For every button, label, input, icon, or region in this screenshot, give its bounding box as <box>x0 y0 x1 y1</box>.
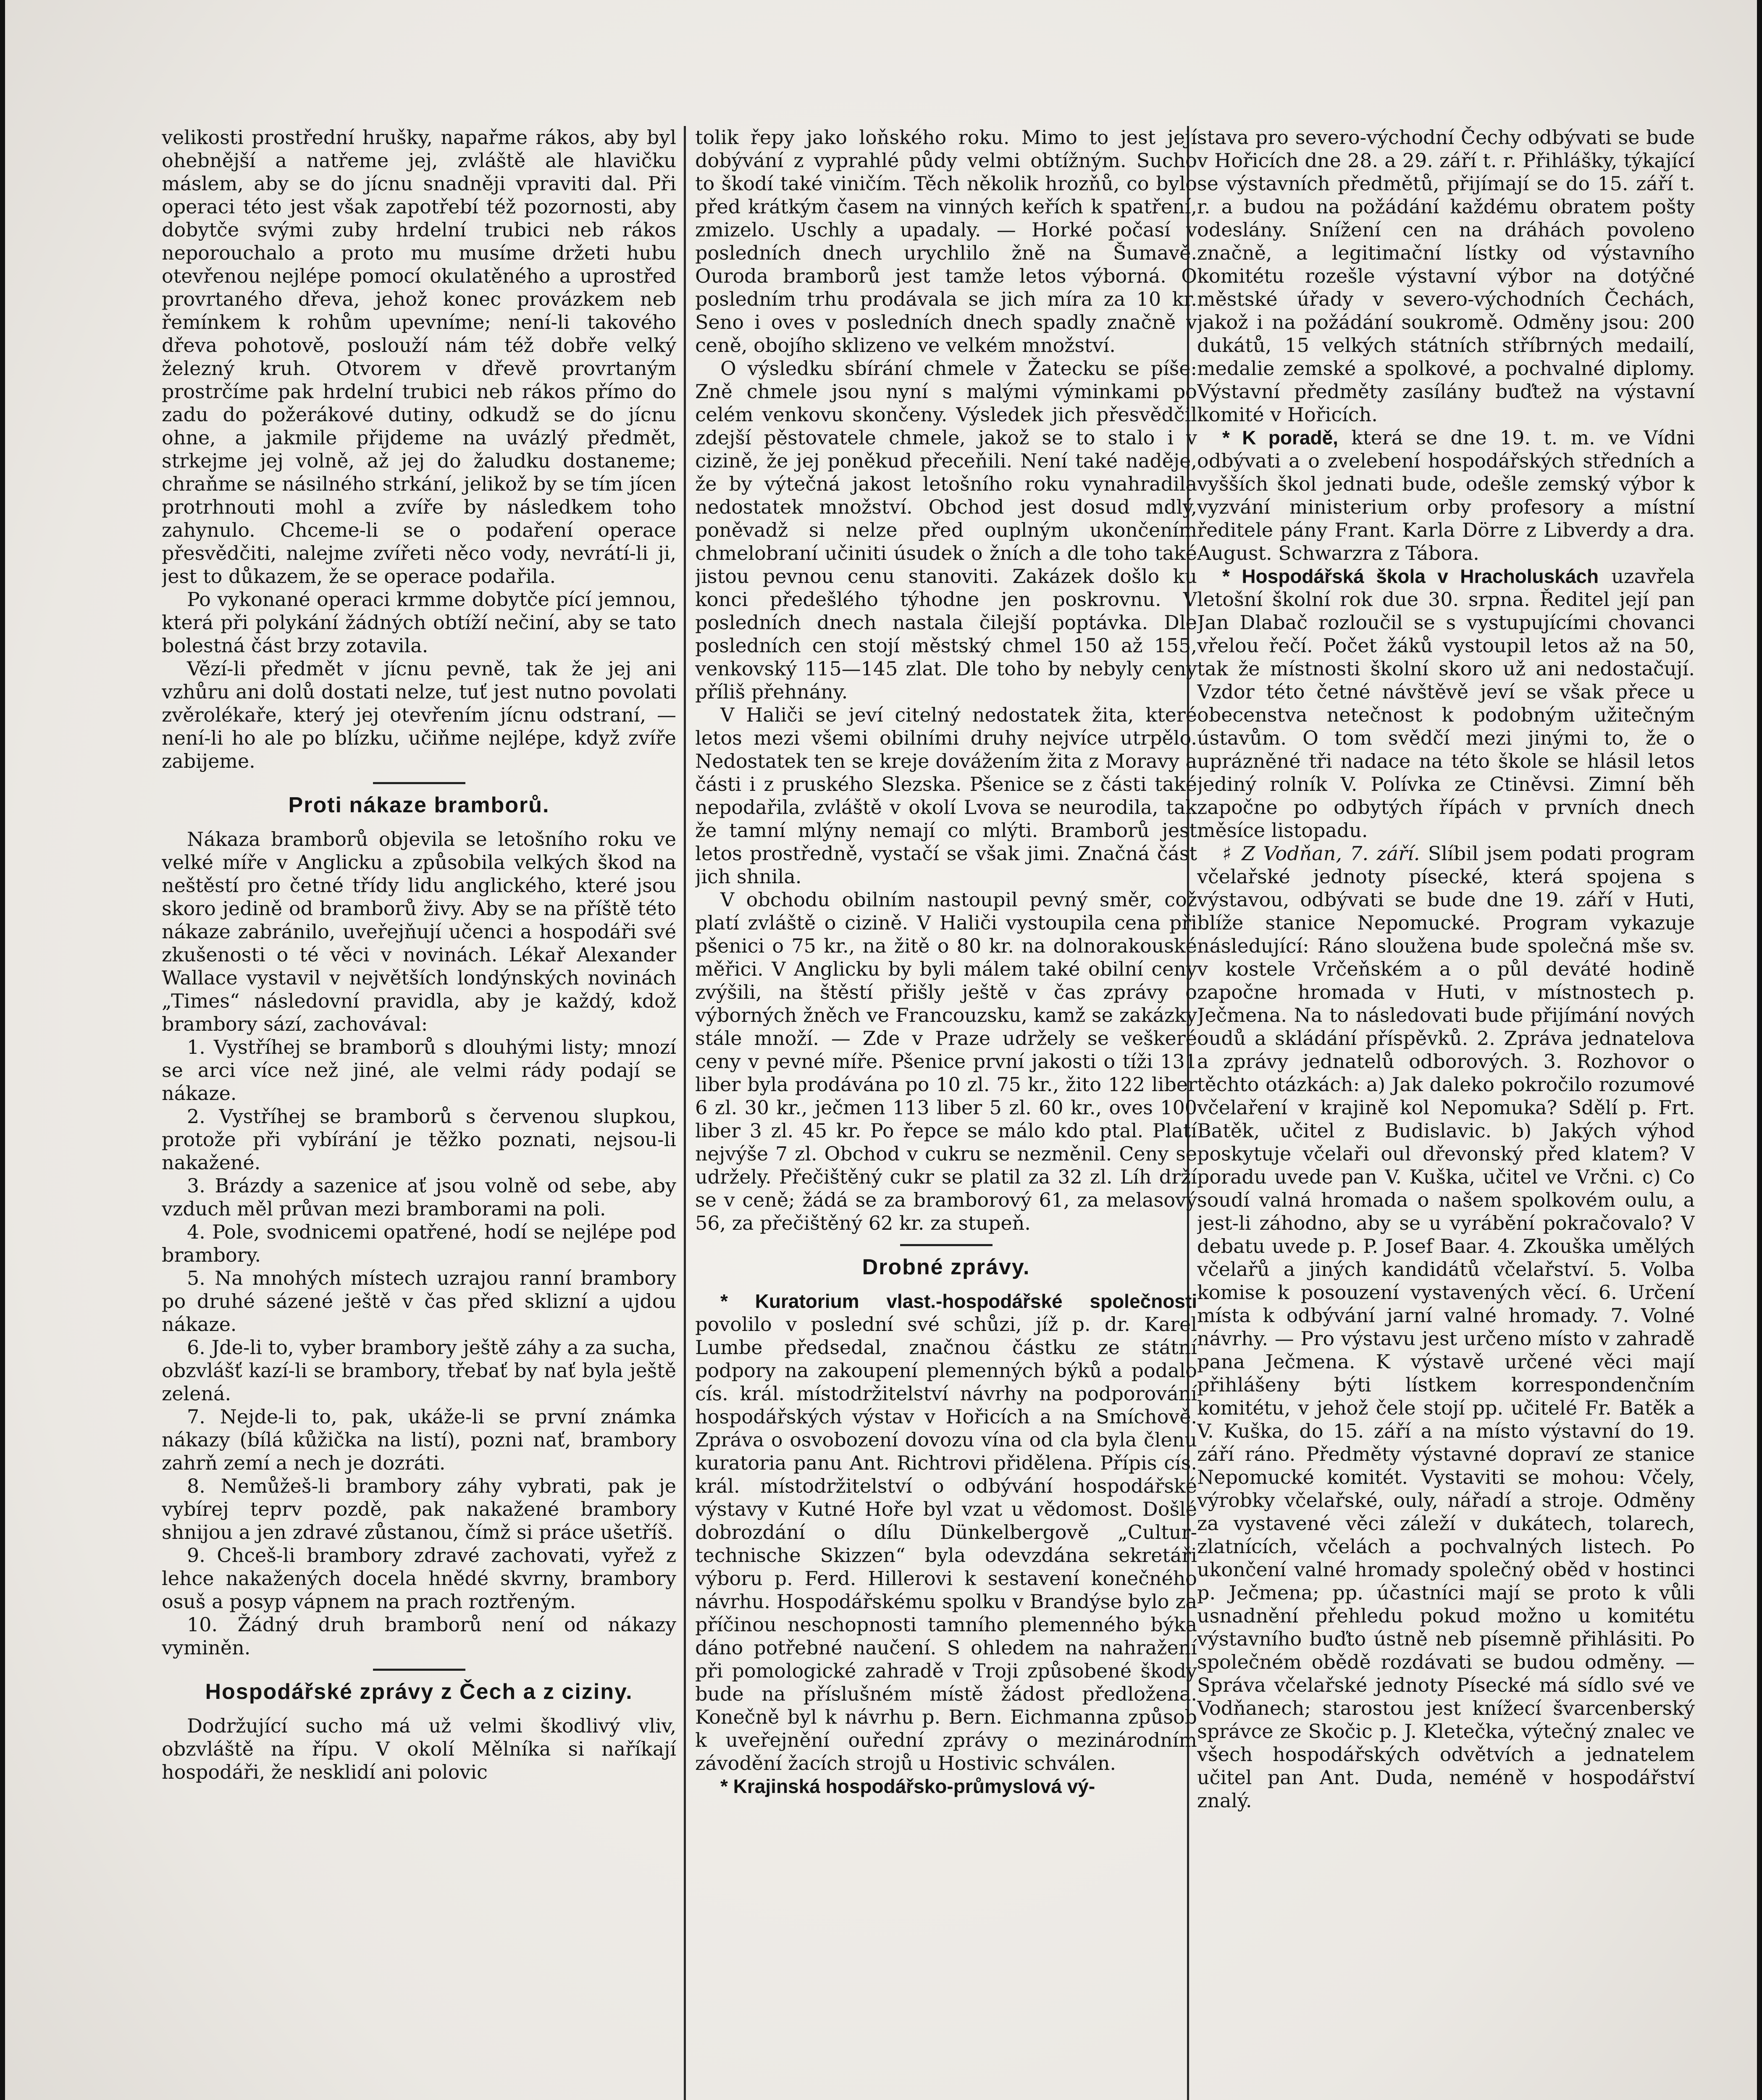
rule-item: 1. Vystříhej se bramborů s dlouhými listy; mnozí se arci více než jiné, ale velmi rády podají se nákaze. <box>162 1036 676 1105</box>
column-rule-1 <box>684 126 686 2100</box>
heading-hospodarske-zpravy: Hospodářské zprávy z Čech a z ciziny. <box>205 1680 633 1704</box>
news-item <box>695 1290 1197 1775</box>
news-item <box>1197 565 1695 842</box>
column-3 <box>1197 126 1695 2100</box>
news-item-lead: * Kuratorium vlast.-hospodářské společnosti <box>720 1290 1197 1312</box>
rule-item: 6. Jde-li to, vyber brambory ještě záhy a za sucha, obzvlášť kazí-li se brambory, třebať by nať byla ještě zelená. <box>162 1336 676 1405</box>
article-paragraph: Nákaza bramborů objevila se letošního roku ve velké míře v Anglicku a způsobila velkých škod na neštěstí pro četné třídy lidu anglického, které jsou skoro jedině od bramborů živy. Aby se na příště této nákaze zabránilo, uveřejňují učenci a hospodáři své zkušenosti o té věci v novinách. Lékař Alexander Wallace vystavil v největších londýnských novinách „Times“ následovní pravidla, aby je každý, kdož brambory sází, zachovával: <box>162 828 676 1035</box>
article-paragraph: V obchodu obilním nastoupil pevný směr, což platí zvláště o cizině. V Haliči vystoupila cena při pšenici o 75 kr., na žitě o 80 kr. na dolnorakouské měřici. V Anglicku by byli málem také obilní ceny zvýšili, na štěstí přišly ještě v čas zprávy o výborných žněch ve Francouzsku, kamž se zakázky stále množí. — Zde v Praze udržely se veškeré ceny v pevné míře. Pšenice první jakosti o tíži 131 liber byla prodávána po 10 zl. 75 kr., žito 122 liber 6 zl. 30 kr., ječmen 113 liber 5 zl. 60 kr., oves 100 liber 3 zl. 45 kr. Po řepce se málo kdo ptal. Platí nejvýše 7 zl. Obchod v cukru se nezměnil. Ceny se udržely. Přečištěný cukr se platil za 32 zl. Líh drží se v ceně; žádá se za bramborový 61, za melasový 56, za přečištěný 62 kr. za stupeň. <box>695 888 1197 1234</box>
column-2 <box>695 126 1197 2100</box>
column-1 <box>162 126 676 2100</box>
heading-proti-nakaze: Proti nákaze bramborů. <box>288 793 550 817</box>
rule-item: 2. Vystříhej se bramborů s červenou slupkou, protože při vybírání je těžko poznati, nejsou-li nakažené. <box>162 1105 676 1174</box>
news-item <box>1197 842 1695 1812</box>
right-scan-border <box>1757 0 1762 2100</box>
rule-item: 4. Pole, svodnicemi opatřené, hodí se nejlépe pod brambory. <box>162 1221 676 1266</box>
section-divider <box>900 1244 993 1246</box>
rule-item: 7. Nejde-li to, pak, ukáže-li se první známka nákazy (bílá kůžička na listí), pozni nať, brambory zahrň zemí a nech je dozráti. <box>162 1405 676 1474</box>
news-item-body: povolilo v poslední své schůzi, jíž p. dr. Karel Lumbe předsedal, značnou částku ze státní podpory na zakoupení plemenných býků a podalo cís. král. místodržitelství návrhy na podporování hospodářských výstav v Hořicích a na Smíchově. Zpráva o osvobození dovozu vína od cla byla členu kuratoria panu Ant. Richtrovi přidělena. Přípis cís. král. místodržitelství o odbývání hospodářské výstavy v Kutné Hoře byl vzat u vědomost. Došlé dobrozdání o dílu Dünkelbergově „Cultur-technische Skizzen“ byla odevzdána sekretáři výboru p. Ferd. Hillerovi k sestavení konečného návrhu. Hospodářskému spolku v Brandýse bylo za příčinou neschopnosti tamního plemenného býka dáno potřebné naučení. S ohledem na nahražení při pomologické zahradě v Troji způsobené škody bude na příslušném místě žádost předložena. Konečně byl k návrhu p. Bern. Eichmanna způsob k uveřejnění ouřední zprávy o mezinárodním závodění žacích strojů u Hostivic schválen. <box>695 1313 1197 1774</box>
heading-drobne-zpravy: Drobné zprávy. <box>862 1255 1030 1279</box>
news-item-lead: ♯ Z Vodňan, 7. září. <box>1222 842 1420 865</box>
news-item-lead: * Hospodářská škola v Hracholuskách <box>1222 565 1599 587</box>
rule-item: 8. Nemůžeš-li brambory záhy vybrati, pak je vybírej teprv pozdě, pak nakažené brambory shnijou a jen zdravé zůstanou, čímž si práce ušetříš. <box>162 1475 676 1544</box>
news-item-lead: * Krajinská hospodářsko-průmyslová vý- <box>720 1775 1095 1797</box>
left-scan-border <box>0 0 5 2100</box>
rule-item: 9. Chceš-li brambory zdravé zachovati, vyřež z lehce nakažených docela hnědé skvrny, brambory osuš a posyp vápnem na prach roztřeným. <box>162 1544 676 1613</box>
rule-item: 3. Brázdy a sazenice ať jsou volně od sebe, aby vzduch měl průvan mezi bramborami na poli. <box>162 1174 676 1220</box>
article-paragraph: V Haliči se jeví citelný nedostatek žita, které letos mezi všemi obilními druhy nejvíce utrpělo. Nedostatek ten se kreje dovážením žita z Moravy a části i z pruského Slezska. Pšenice se z části také nepodařila, zvláště v okolí Lvova se neurodila, tak že tamní mlýny nemají co mlýti. Bramborů jest letos prostředně, vystačí se však jimi. Značná část jich shnila. <box>695 704 1197 888</box>
article-continuation: velikosti prostřední hrušky, napařme rákos, aby byl ohebnější a natřeme jej, zvláště ale hlavičku máslem, aby se do jícnu snadněji vpraviti dal. Při operaci této jest však zapotřebí též pozornosti, aby dobytče svými zuby hrdelní trubici neb rákos neporouchalo a proto mu musíme držeti hubu otevřenou nejlépe pomocí okulatěného a uprostřed provrtaného dřeva, jehož konec provázkem neb řemínkem k rohům upevníme; není-li takového dřeva pohotově, poslouží nám též dobře velký železný kruh. Otvorem v dřevě provrtaným prostrčíme pak hrdelní trubici neb rákos přímo do zadu do požerákové dutiny, odkudž se do jícnu ohne, a jakmile přijdeme na uvázlý předmět, strkejme jej volně, až jej do žaludku dostaneme; chraňme se násilného strkání, jelikož by se tím jícen protrhnouti mohl a zvíře by následkem toho zahynulo. Chceme-li se o podaření operace přesvědčiti, nalejme zvířeti něco vody, nevrátí-li ji, jest to důkazem, že se operace podařila. <box>162 126 676 588</box>
section-divider <box>373 1669 465 1671</box>
article-paragraph: O výsledku sbírání chmele v Žatecku se píše: Zně chmele jsou nyní s malými výminkami po celém venkovu skončeny. Výsledek jich přesvědčil zdejší pěstovatele chmele, jakož se to stalo i v cizině, že jej poněkud přeceňili. Není také naděje, že by výtečná jakost letošního roku vynahradila nedostatek množství. Obchod jest dosud mdlý, poněvadž si nelze před ouplným ukončením chmelobraní učiniti úsudek o žních a dle toho také jistou pevnou cenu stanoviti. Zakázek došlo ku konci předešlého týhodne jen poskrovnu. V posledních dnech nastala čilejší poptávka. Dle posledních cen stojí městský chmel 150 až 155, venkovský 115—145 zlat. Dle toho by nebyly ceny příliš přehnány. <box>695 357 1197 703</box>
article-paragraph: Vězí-li předmět v jícnu pevně, tak že jej ani vzhůru ani dolů dostati nelze, tuť jest nutno povolati zvěrolékaře, který jej otevřením jícnu odstraní, — není-li ho ale po blízku, učiňme nejlépe, když zvíře zabijeme. <box>162 657 676 772</box>
article-paragraph: Po vykonané operaci krmme dobytče pící jemnou, která při polykání žádných obtíží nečiní, aby se tato bolestná část brzy zotavila. <box>162 588 676 657</box>
article-paragraph: Dodržující sucho má už velmi škodlivý vliv, obzvláště na řípu. V okolí Mělníka si naříkají hospodáři, že nesklidí ani polovic <box>162 1714 676 1783</box>
article-continuation: tolik řepy jako loňského roku. Mimo to jest její dobývání z vyprahlé půdy velmi obtížným. Sucho to škodí také viničím. Těch několik hrozňů, co bylo před krátkým časem na vinných keřích k spatření, zmizelo. Uschly a upadaly. — Horké počasí v posledních dnech urychlilo žně na Šumavě. Ouroda bramborů jest tamže letos výborná. O posledním trhu prodávala se jich míra za 10 kr. Seno i oves v posledních dnech spadly značně v ceně, obojího sklizeno ve velkém množství. <box>695 126 1197 357</box>
article-continuation: stava pro severo-východní Čechy odbývati se bude v Hořicích dne 28. a 29. září t. r. Přihlášky, týkající se výstavních předmětů, přijímají se do 15. září t. r. a budou na požádání každému obratem pošty odeslány. Snížení cen na dráhách povoleno značně, a legitimační lístky od výstavního komitétu rozešle výstavní výbor na dotýčné městské úřady v severo-východních Čechách, jakož i na požádání soukromě. Odměny jsou: 200 dukátů, 15 velkých státních stříbrných medailí, medalie zemské a spolkové, a pochvalné diplomy. Výstavní předměty zasílány buďtež na výstavní komité v Hořicích. <box>1197 126 1695 426</box>
news-item-body: uzavřela letošní školní rok due 30. srpna. Ředitel její pan Jan Dlabač rozloučil se s vystupujícími chovanci vřelou řečí. Počet žáků vystoupil letos až na 50, tak že místnosti školní skoro už ani nedostačují. Vzdor této četné návštěvě jeví se však přece u obecenstva netečnost k podobným užitečným ústavům. O tom svědčí mezi jinými to, že o uprázněné tři nadace na této škole se hlásil letos jediný rolník V. Polívka ze Ctiněvsi. Zimní běh započne po odbytých řípách v prvních dnech měsíce listopadu. <box>1197 565 1695 842</box>
rule-item: 10. Žádný druh bramborů není od nákazy vyminěn. <box>162 1613 676 1659</box>
news-item-lead: * K poradě, <box>1222 427 1338 449</box>
news-item <box>695 1775 1197 1798</box>
news-item-body: která se dne 19. t. m. ve Vídni odbývati a o zvelebení hospodářských středních a vyšších škol jednati bude, odešle zemský výbor k vyzvání ministerium orby profesory a místní ředitele pány Frant. Karla Dörre z Libverdy a dra. August. Schwarzra z Tábora. <box>1197 426 1695 564</box>
news-item-body: Slíbil jsem podati program včelařské jednoty písecké, která spojena s výstavou, odbývati se bude dne 19. září v Huti, blíže stanice Nepomucké. Program vykazuje následující: Ráno sloužena bude společná mše sv. v kostele Vrčeňském a o půl deváté hodině započne hromada v Huti, v místnostech p. Ječmena. Na to následovati bude přijímání nových oudů a skládání příspěvků. 2. Zpráva jednatelova a zprávy jednatelů odborových. 3. Rozhovor o těchto otázkách: a) Jak daleko pokročilo rozumové včelaření v krajině kol Nepomuka? Sdělí p. Frt. Batěk, učitel z Budislavic. b) Jakých výhod poskytuje včelaři oul dřevonský před klatem? V poradu uvede pan V. Kuška, učitel ve Vrčni. c) Co soudí valná hromada o našem spolkovém oulu, a jest-li záhodno, aby se u vyrábění pokračovalo? V debatu uvede p. P. Josef Baar. 4. Zkouška umělých včelařů a jiných kandidátů včelařství. 5. Volba komise k posouzení vystavených věcí. 6. Určení místa k odbývání jarní valné hromady. 7. Volné návrhy. — Pro výstavu jest určeno místo v zahradě pana Ječmena. K výstavě určené věci mají přihlášeny býti lístkem korrespondenčním komitétu, v jehož čele stojí pp. učitelé Fr. Batěk a V. Kuška, do 15. září a na místo výstavní do 19. září ráno. Předměty výstavné dopraví ze stanice Nepomucké komitét. Vystaviti se mohou: Včely, výrobky včelařské, ouly, nářadí a stroje. Odměny za vystavené věci záleží v dukátech, tolarech, zlatnících, včelách a pochvalných listech. Po ukončení valné hromady společný oběd v hostinci p. Ječmena; pp. účastníci mají se proto k vůli usnadnění přehledu pokud možno u komitétu výstavního buďto ústně neb písemně přihlásiti. Po společném obědě rozdávati se budou odměny. — Správa včelařské jednoty Písecké má sídlo své ve Vodňanech; starostou jest knížecí švarcenberský správce ze Skočic p. J. Kletečka, výtečný znalec ve všech hospodářských odvětvích a jednatelem učitel pan Ant. Duda, neméně v hospodářství znalý. <box>1197 842 1695 1812</box>
news-item <box>1197 426 1695 565</box>
rule-item: 5. Na mnohých místech uzrajou ranní brambory po druhé sázené ještě v čas před sklizní a ujdou nákaze. <box>162 1267 676 1336</box>
section-divider <box>373 782 465 784</box>
